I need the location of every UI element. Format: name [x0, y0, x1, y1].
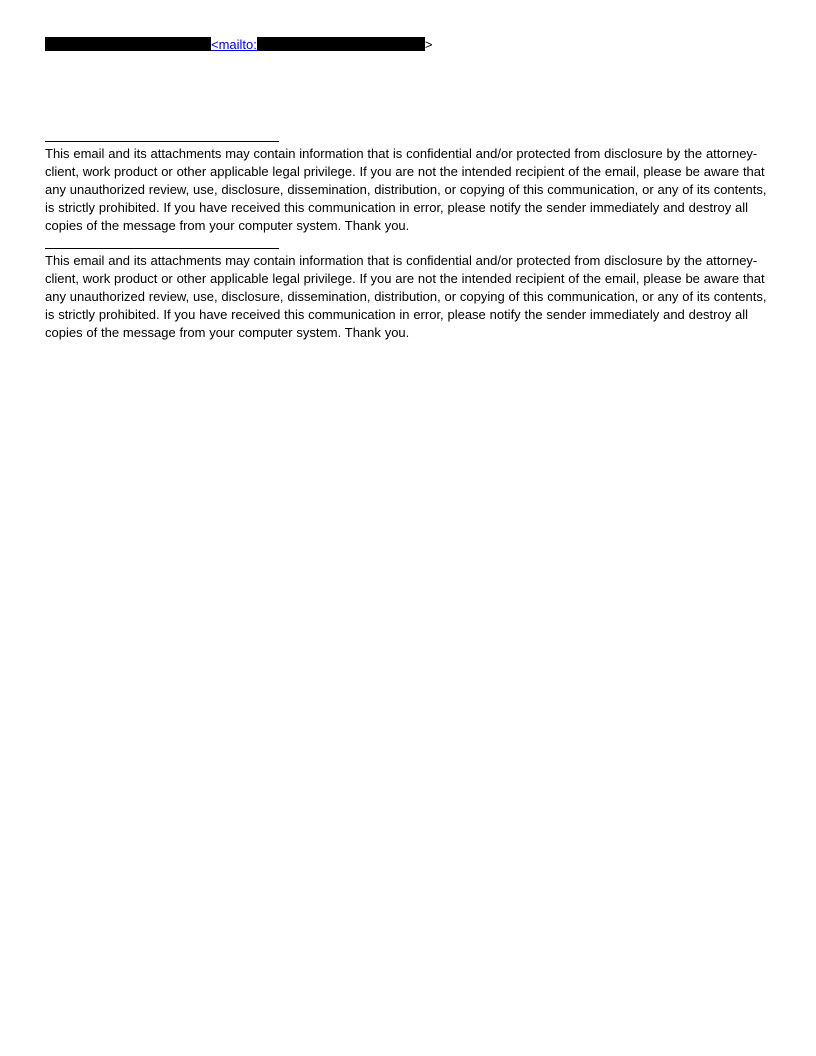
redacted-sender-name: [45, 37, 211, 51]
disclaimer-text: This email and its attachments may contain information that is confidential and/or protected from disclosure by the attorney-client, work product or other applicable legal privilege. If you are not the intended recipient of the email, please be aware that any unauthorized review, use, disclosure, dissemination, distribution, or copying of this communication, or any of its contents, is strictly prohibited. If you have received this communication in error, please notify the sender immediately and destroy all copies of the message from your computer system. Thank you.: [45, 253, 767, 340]
document-page: [45, 36, 771, 342]
disclaimer-text: This email and its attachments may contain information that is confidential and/or protected from disclosure by the attorney-client, work product or other applicable legal privilege. If you are not the intended recipient of the email, please be aware that any unauthorized review, use, disclosure, dissemination, distribution, or copying of this communication, or any of its contents, is strictly prohibited. If you have received this communication in error, please notify the sender immediately and destroy all copies of the message from your computer system. Thank you.: [45, 146, 767, 233]
disclaimer-separator: [45, 141, 279, 142]
disclaimer-block: [45, 248, 771, 342]
mailto-prefix: <mailto:: [211, 37, 257, 52]
mailto-link[interactable]: [211, 37, 425, 52]
sender-line: [45, 36, 771, 54]
redacted-email-address: [257, 37, 425, 51]
disclaimer-separator: [45, 248, 279, 249]
disclaimer-block: [45, 141, 771, 235]
mailto-suffix: >: [424, 37, 433, 52]
